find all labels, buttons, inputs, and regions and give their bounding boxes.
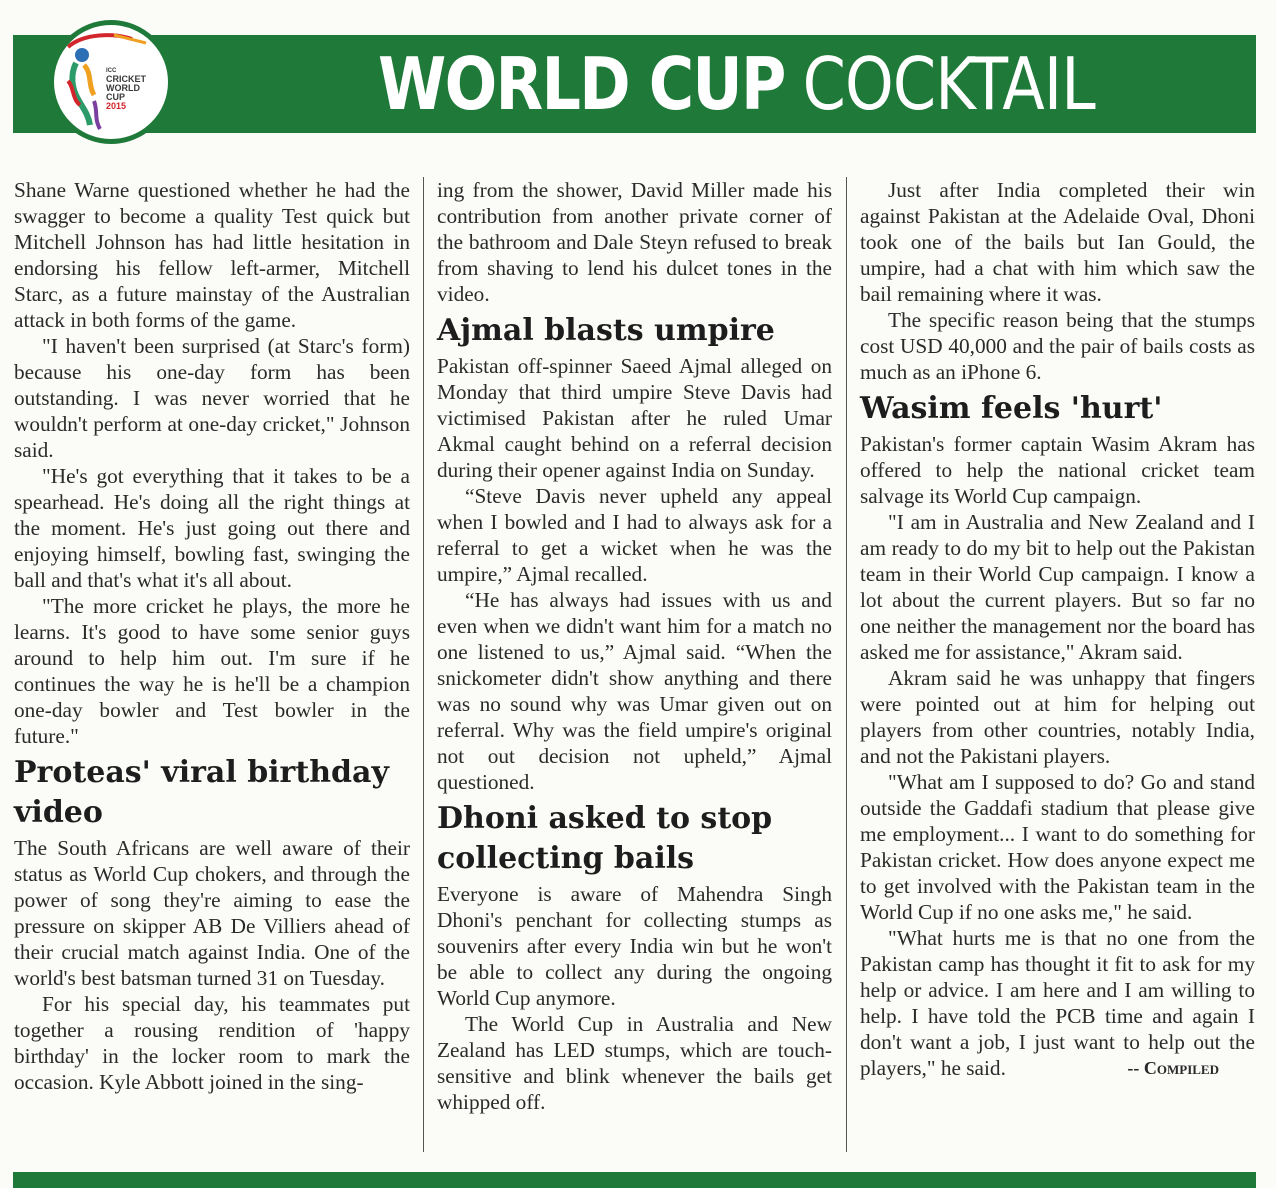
title-light: COCKTAIL — [802, 42, 1095, 126]
column-divider — [846, 177, 847, 1152]
column-divider — [423, 177, 424, 1152]
paragraph: "He's got everything that it takes to be a spearhead. He's doing all the right things at the moment. He's just going out there and enjoying himself, bowling fast, swinging the ball and that's what it's all about. — [14, 464, 410, 592]
logo-line1: CRICKET — [106, 74, 146, 84]
section-heading: Dhoni asked to stop collecting bails — [437, 801, 773, 876]
paragraph: Just after India completed their win against Pakistan at the Adelaide Oval, Dhoni took one of the bails but Ian Gould, the umpire, had a chat with him which saw the bail remaining where it was. — [860, 178, 1255, 306]
logo-line3: CUP — [106, 92, 126, 102]
section-heading: Wasim feels 'hurt' — [860, 391, 1163, 426]
logo-icc: ICC — [106, 68, 117, 74]
paragraph: The South Africans are well aware of their status as World Cup chokers, and through the power of song they're aiming to ease the pressure on skipper AB De Villiers ahead of their crucial match against India. One of the world's best batsman turned 31 on Tuesday. — [14, 836, 410, 990]
paragraph: Everyone is aware of Mahendra Singh Dhoni's penchant for collecting stumps as souvenirs after every India win but he won't be able to collect any during the ongoing World Cup anymore. — [437, 882, 832, 1010]
paragraph-last — [860, 925, 1255, 1081]
paragraph: "I haven't been surprised (at Starc's form) because his one-day form has been outstanding. I was never worried that he wouldn't perform at one-day cricket," Johnson said. — [14, 334, 410, 462]
paragraph: The specific reason being that the stumps cost USD 40,000 and the pair of bails costs as much as an iPhone 6. — [860, 308, 1255, 384]
paragraph: ing from the shower, David Miller made his contribution from another private corner of the bathroom and Dale Steyn refused to break from shaving to lend his dulcet tones in the video. — [437, 178, 832, 306]
paragraph: "What am I supposed to do? Go and stand outside the Gaddafi stadium that please give me employment... I want to do something for Pakistan cricket. How does anyone expect me to get involved with the Pakistan team in the World Cup if no one asks me," he said. — [860, 770, 1255, 924]
logo-year: 2015 — [106, 101, 127, 111]
paragraph: "I am in Australia and New Zealand and I am ready to do my bit to help out the Pakistan team in their World Cup campaign. I know a lot about the current players. But so far no one neither the management nor the board has asked me for assistance," Akram said. — [860, 510, 1255, 664]
paragraph: “He has always had issues with us and even when we didn't want him for a match no one listened to us,” Ajmal said. “When the snickometer didn't show anything and there was no sound why was Umar given out on referral. Why was the field umpire's original not out decision not upheld,” Ajmal questioned. — [437, 588, 832, 794]
section-heading: Ajmal blasts umpire — [437, 313, 775, 348]
article-column-1 — [14, 177, 410, 1152]
paragraph: “Steve Davis never upheld any appeal when I bowled and I had to always ask for a referral to get a wicket when he was the umpire,” Ajmal recalled. — [437, 484, 832, 586]
paragraph: Shane Warne questioned whether he had the swagger to become a quality Test quick but Mitchell Johnson has had little hesitation in endorsing his fellow left-armer, Mitchell Starc, as a future mainstay of the Australian attack in both forms of the game. — [14, 178, 410, 332]
paragraph: For his special day, his teammates put together a rousing rendition of 'happy birthday' in the locker room to mark the occasion. Kyle Abbott joined in the sing- — [14, 992, 410, 1094]
paragraph: "The more cricket he plays, the more he learns. It's good to have some senior guys around to help him out. I'm sure if he continues the way he is he'll be a champion one-day bowler and Test bowler in the future." — [14, 594, 410, 748]
section-heading: Proteas' viral birthday video — [14, 755, 389, 830]
paragraph-text: "What hurts me is that no one from the Pakistan camp has thought it fit to ask for my help or advice. I am here and I am willing to help. I have told the PCB time and again I don't want a job, I just want to help out the players," he said. — [860, 926, 1255, 1080]
byline-compiled: -- Compiled — [1127, 1058, 1219, 1078]
paragraph: Pakistan off-spinner Saeed Ajmal alleged on Monday that third umpire Steve Davis had victimised Pakistan after he ruled Umar Akmal caught behind on a referral decision during their opener against India on Sunday. — [437, 354, 832, 482]
paragraph: Akram said he was unhappy that fingers were pointed out at him for helping out players from other countries, notably India, and not the Pakistani players. — [860, 666, 1255, 768]
page-title — [378, 41, 1095, 127]
paragraph: The World Cup in Australia and New Zealand has LED stumps, which are touch-sensitive and blink whenever the bails get whipped off. — [437, 1012, 832, 1114]
paragraph: Pakistan's former captain Wasim Akram has offered to help the national cricket team salvage its World Cup campaign. — [860, 432, 1255, 508]
world-cup-logo — [49, 20, 173, 144]
title-bold: WORLD CUP — [378, 42, 785, 126]
logo-line2: WORLD — [106, 83, 140, 93]
article-column-3 — [860, 177, 1255, 1152]
footer-bar — [13, 1172, 1256, 1188]
header-banner — [13, 35, 1256, 133]
logo-text — [106, 67, 168, 111]
article-column-2 — [437, 177, 832, 1152]
